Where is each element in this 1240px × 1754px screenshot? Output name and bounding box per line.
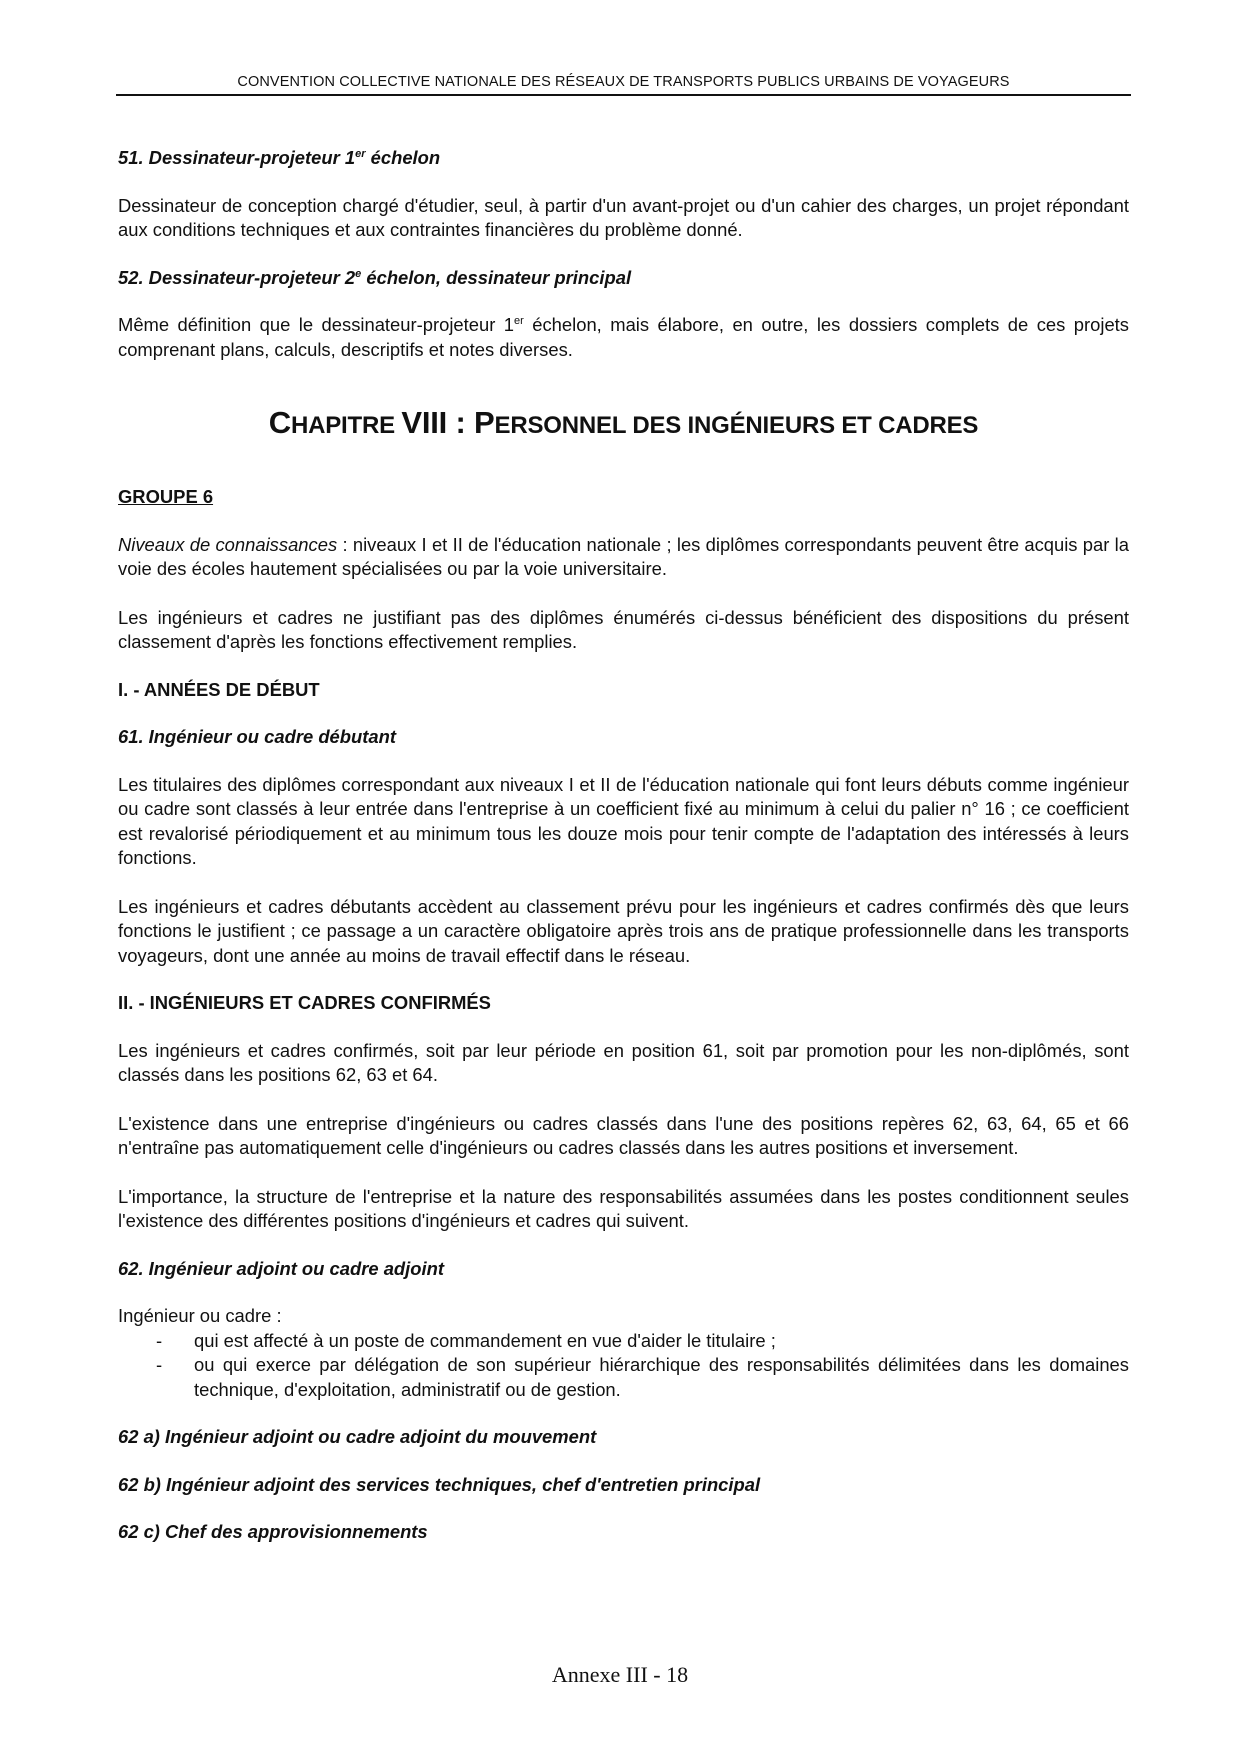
heading-62a: 62 a) Ingénieur adjoint ou cadre adjoint du mouvement xyxy=(118,1426,597,1447)
list-item: - ou qui exerce par délégation de son supérieur hiérarchique des responsabilités délimitées dans les domaines technique, d'exploitation, administratif ou de gestion. xyxy=(156,1354,1129,1400)
paragraph-62-intro: Ingénieur ou cadre : xyxy=(118,1305,282,1326)
paragraph-61-1: Les titulaires des diplômes correspondant aux niveaux I et II de l'éducation nationale qui font leurs débuts comme ingénieur ou cadre sont classés à leur entrée dans l'entreprise à un coefficient fixé au minimum à celui du palier n° 16 ; ce coefficient est revalorisé périodiquement et au minimum tous les douze mois pour tenir compte de l'adaptation des intéressés à leurs fonctions. xyxy=(118,773,1129,868)
chapter-title: CHAPITRE VIII : PERSONNEL DES INGÉNIEURS ET CADRES xyxy=(268,405,979,440)
paragraph-52: Même définition que le dessinateur-projeteur 1er échelon, mais élabore, en outre, les dossiers complets de ces projets comprenant plans, calculs, descriptifs et notes diverses. xyxy=(118,314,1129,360)
page-footer: Annexe III - 18 xyxy=(551,1662,689,1687)
paragraph-classification: Les ingénieurs et cadres ne justifiant pas des diplômes énumérés ci-dessus bénéficient des dispositions du présent classement d'après les fonctions effectivement remplies. xyxy=(118,606,1129,652)
paragraph-knowledge: Niveaux de connaissances : niveaux I et II de l'éducation nationale ; les diplômes correspondants peuvent être acquis par la voie des écoles hautement spécialisées ou par la voie universitaire. xyxy=(118,533,1129,579)
list-62 xyxy=(118,1329,1129,1403)
section-heading-2: II. - INGÉNIEURS ET CADRES CONFIRMÉS xyxy=(118,992,491,1013)
heading-52: 52. Dessinateur-projeteur 2e échelon, dessinateur principal xyxy=(118,266,632,288)
running-header: CONVENTION COLLECTIVE NATIONALE DES RÉSEAUX DE TRANSPORTS PUBLICS URBAINS DE VOYAGEURS xyxy=(116,74,1131,96)
heading-61: 61. Ingénieur ou cadre débutant xyxy=(118,726,396,747)
list-item: - qui est affecté à un poste de commandement en vue d'aider le titulaire ; xyxy=(156,1329,776,1351)
heading-62b: 62 b) Ingénieur adjoint des services techniques, chef d'entretien principal xyxy=(118,1473,761,1495)
group-heading: GROUPE 6 xyxy=(118,486,214,507)
paragraph-51: Dessinateur de conception chargé d'étudier, seul, à partir d'un avant-projet ou d'un cahier des charges, un projet répondant aux conditions techniques et aux contraintes financières du problème donné. xyxy=(118,194,1129,240)
paragraph-confirmed-1: Les ingénieurs et cadres confirmés, soit par leur période en position 61, soit par promotion pour les non-diplômés, sont classés dans les positions 62, 63 et 64. xyxy=(118,1039,1129,1085)
paragraph-61-2: Les ingénieurs et cadres débutants accèdent au classement prévu pour les ingénieurs et cadres confirmés dès que leurs fonctions le justifient ; ce passage a un caractère obligatoire après trois ans de pratique professionnelle dans les transports voyageurs, dont une année au moins de travail effectif dans le réseau. xyxy=(118,895,1129,966)
heading-62: 62. Ingénieur adjoint ou cadre adjoint xyxy=(118,1257,444,1279)
page-body xyxy=(118,146,1129,1545)
paragraph-confirmed-2: L'existence dans une entreprise d'ingénieurs ou cadres classés dans l'une des positions repères 62, 63, 64, 65 et 66 n'entraîne pas automatiquement celle d'ingénieurs ou cadres classés dans les autres positions et inversement. xyxy=(118,1112,1129,1158)
heading-62c: 62 c) Chef des approvisionnements xyxy=(118,1521,428,1542)
section-heading-1: I. - ANNÉES DE DÉBUT xyxy=(118,678,320,700)
heading-51: 51. Dessinateur-projeteur 1er échelon xyxy=(118,147,441,168)
paragraph-confirmed-3: L'importance, la structure de l'entreprise et la nature des responsabilités assumées dans les postes conditionnent seules l'existence des différentes positions d'ingénieurs et cadres qui suivent. xyxy=(118,1185,1129,1231)
